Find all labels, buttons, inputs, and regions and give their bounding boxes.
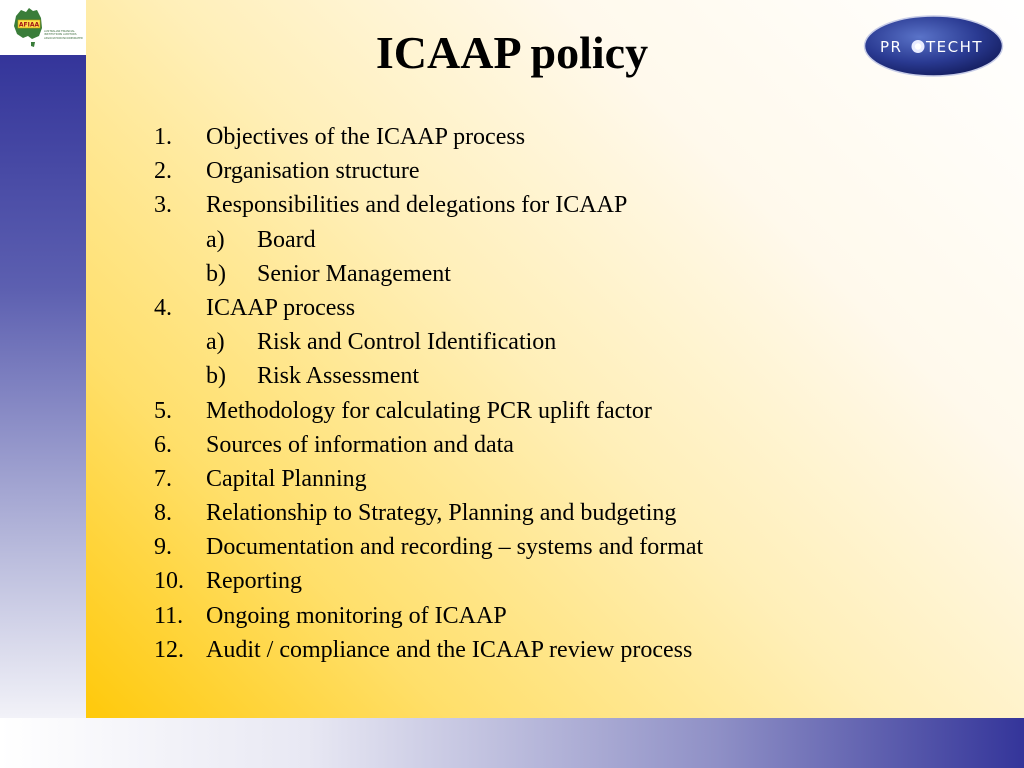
outline-subitem <box>154 223 874 257</box>
outline-item <box>154 154 874 188</box>
policy-outline-list <box>154 120 874 667</box>
outline-item-text: Capital Planning <box>206 465 367 492</box>
outline-subitem <box>154 257 874 291</box>
outline-item-text: Objectives of the ICAAP process <box>206 124 526 150</box>
bottom-decorative-bar <box>0 718 1024 768</box>
outline-item-number: 5. <box>154 397 172 424</box>
svg-text:PR: PR <box>880 38 903 56</box>
outline-item-text: Board <box>257 226 316 253</box>
outline-item-number: 2. <box>154 158 172 185</box>
outline-item <box>154 530 874 564</box>
outline-item-text: Organisation structure <box>206 158 420 185</box>
outline-item-number: 7. <box>154 465 172 492</box>
outline-item-text: Risk Assessment <box>257 363 420 390</box>
outline-item-number: 10. <box>154 568 184 595</box>
outline-item-number: 11. <box>154 602 184 629</box>
outline-item <box>154 599 874 633</box>
outline-item-number: 1. <box>154 124 172 150</box>
australia-map-icon <box>12 6 44 50</box>
outline-subitem <box>154 359 874 393</box>
left-decorative-bar <box>0 55 86 718</box>
outline-item <box>154 462 874 496</box>
outline-item <box>154 633 874 667</box>
outline-item-number: 9. <box>154 534 172 561</box>
outline-item-text: Relationship to Strategy, Planning and budgeting <box>206 500 677 527</box>
outline-item-number: 8. <box>154 500 172 527</box>
outline-item-text: Methodology for calculating PCR uplift factor <box>206 397 652 424</box>
svg-text:TECHT: TECHT <box>926 38 984 56</box>
svg-text:AFIAA: AFIAA <box>18 21 40 29</box>
outline-item-number: b) <box>206 260 226 287</box>
slide-title: ICAAP policy <box>375 27 649 78</box>
outline-item-number: a) <box>206 226 225 253</box>
outline-item-text: Ongoing monitoring of ICAAP <box>206 602 507 629</box>
outline-item-number: b) <box>206 363 226 390</box>
outline-item <box>154 496 874 530</box>
outline-item-text: Responsibilities and delegations for ICAAP <box>206 192 628 219</box>
afiaa-logo <box>6 0 86 55</box>
outline-item-text: Risk and Control Identification <box>257 329 557 356</box>
outline-item <box>154 120 874 154</box>
outline-item-text: Sources of information and data <box>206 431 514 458</box>
afiaa-logo-fine-print: AUSTRALIAN FINANCIAL INSTITUTIONS AUDITORS ASSOCIATION INCORPORATED <box>44 30 83 40</box>
outline-item-number: 4. <box>154 294 172 321</box>
outline-item-text: Audit / compliance and the ICAAP review process <box>206 636 693 663</box>
outline-item-number: 6. <box>154 431 172 458</box>
outline-item <box>154 394 874 428</box>
outline-item-number: 12. <box>154 636 184 663</box>
outline-item-text: Senior Management <box>257 260 451 287</box>
outline-item-text: ICAAP process <box>206 294 356 321</box>
outline-item-text: Documentation and recording – systems and format <box>206 534 704 561</box>
outline-item-text: Reporting <box>206 568 302 595</box>
outline-item <box>154 291 874 325</box>
outline-subitem <box>154 325 874 359</box>
outline-item <box>154 188 874 222</box>
outline-item <box>154 564 874 598</box>
outline-item <box>154 428 874 462</box>
outline-item-number: 3. <box>154 192 172 219</box>
outline-item-number: a) <box>206 329 225 356</box>
